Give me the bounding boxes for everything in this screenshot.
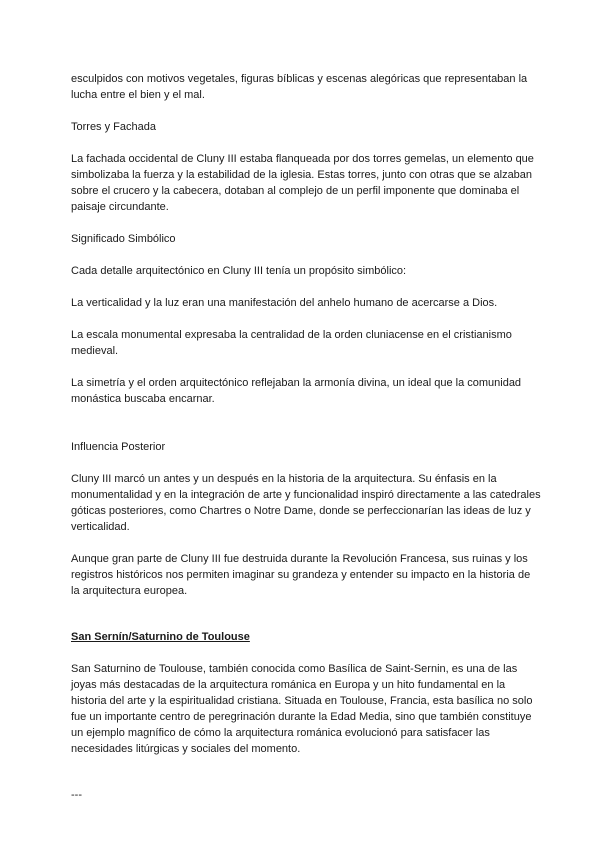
- paragraph-spacer: [71, 455, 541, 471]
- heading-significado-simbolico: Significado Simbólico: [71, 233, 176, 245]
- paragraph-spacer: [71, 103, 541, 119]
- paragraph-verticalidad: La verticalidad y la luz eran una manifestación del anhelo humano de acercarse a Dios.: [71, 297, 498, 309]
- paragraph-spacer: [71, 757, 541, 787]
- heading-torres-y-fachada: Torres y Fachada: [71, 121, 156, 133]
- paragraph-spacer: [71, 645, 541, 661]
- paragraph-influencia-2: Aunque gran parte de Cluny III fue destruida durante la Revolución Francesa, sus ruinas y los registros históricos nos permiten imaginar su grandeza y entender su impacto en la historia de la arquitectura europea.: [71, 553, 531, 597]
- paragraph-spacer: [71, 407, 541, 439]
- paragraph-spacer: [71, 311, 541, 327]
- section-title-san-sernin: San Sernín/Saturnino de Toulouse: [71, 631, 250, 643]
- paragraph-spacer: [71, 535, 541, 551]
- paragraph-spacer: [71, 215, 541, 231]
- paragraph-spacer: [71, 359, 541, 375]
- heading-influencia-posterior: Influencia Posterior: [71, 441, 166, 453]
- paragraph-san-sernin: San Saturnino de Toulouse, también conocida como Basílica de Saint-Sernin, es una de las joyas más destacadas de la arquitectura románica en Europa y un hito fundamental en la historia del arte y la espiritualidad cristiana. Situada en Toulouse, Francia, esta basílica no solo fue un importante centro de peregrinación durante la Edad Media, sino que también constituye un ejemplo magnífico de cómo la arquitectura románica evolucionó para satisfacer las necesidades litúrgicas y sociales del momento.: [71, 663, 533, 755]
- paragraph-spacer: [71, 599, 541, 629]
- paragraph-esculpidos: esculpidos con motivos vegetales, figuras bíblicas y escenas alegóricas que representaban la lucha entre el bien y el mal.: [71, 73, 528, 101]
- paragraph-influencia-1: Cluny III marcó un antes y un después en la historia de la arquitectura. Su énfasis en la monumentalidad y en la integración de arte y funcionalidad inspiró directamente a las catedrales góticas posteriores, como Chartres o Notre Dame, donde se perfeccionarían las ideas de luz y verticalidad.: [71, 473, 541, 533]
- paragraph-simetria: La simetría y el orden arquitectónico reflejaban la armonía divina, un ideal que la comunidad monástica buscaba encarnar.: [71, 377, 522, 405]
- paragraph-escala: La escala monumental expresaba la centralidad de la orden cluniacense en el cristianismo medieval.: [71, 329, 512, 357]
- paragraph-spacer: [71, 279, 541, 295]
- document-body: [71, 71, 541, 803]
- separator-line: ---: [71, 789, 82, 801]
- paragraph-significado-intro: Cada detalle arquitectónico en Cluny III tenía un propósito simbólico:: [71, 265, 407, 277]
- paragraph-spacer: [71, 247, 541, 263]
- paragraph-torres: La fachada occidental de Cluny III estaba flanqueada por dos torres gemelas, un elemento que simbolizaba la fuerza y la estabilidad de la iglesia. Estas torres, junto con otras que se alzaban sobre el crucero y la cabecera, dotaban al complejo de un perfil imponente que dominaba el paisaje circundante.: [71, 153, 534, 213]
- paragraph-spacer: [71, 135, 541, 151]
